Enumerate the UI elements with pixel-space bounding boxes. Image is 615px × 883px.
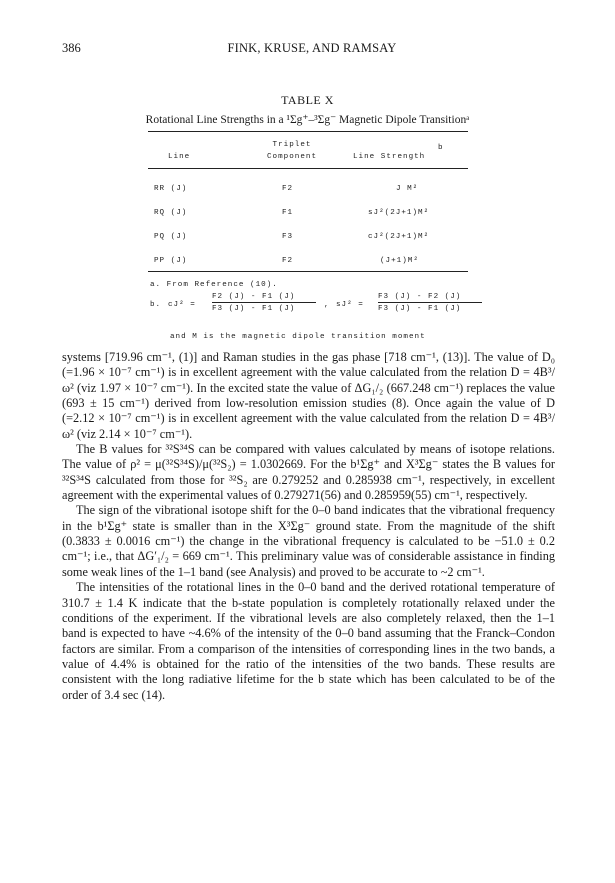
table-cell-component: F3 — [282, 233, 294, 241]
table-cell-line: RQ (J) — [154, 209, 188, 217]
paragraph: The sign of the vibrational isotope shift for the 0–0 band indicates that the vibrational frequency in the b¹Σg⁺ state is smaller than in the X³Σg⁻ ground state. From the magnitude of the shift (0.3833 ± 0.0016 cm⁻¹) the change in the vibrational frequency is calculated to be −51.0 ± 0.2 cm⁻¹; i.e., that ΔG′₁/₂ = 669 cm⁻¹. This preliminary value was of considerable assistance in finding some weak lines of the 1–1 band (see Analysis) and proved to be accurate to ~2 cm⁻¹. — [62, 503, 555, 579]
table-bottom-rule — [148, 271, 468, 272]
running-head: FINK, KRUSE, AND RAMSAY — [227, 41, 397, 55]
table-top-rule — [148, 131, 468, 132]
footnote-s-symbol: sJ² = — [336, 301, 364, 309]
table-cell-line: PQ (J) — [154, 233, 188, 241]
table-cell-strength: (J+1)M² — [380, 257, 419, 265]
footnote-s-fraction — [378, 293, 482, 313]
table-cell-component: F2 — [282, 185, 294, 193]
page-header — [62, 41, 562, 57]
footnote-moment-note: and M is the magnetic dipole transition moment — [170, 333, 426, 341]
table-cell-line: PP (J) — [154, 257, 188, 265]
footnote-s-numerator: F3 (J) - F2 (J) — [378, 293, 462, 301]
paragraph: The B values for ³²S³⁴S can be compared with values calculated by means of isotope relations. The value of ρ² = μ(³²S³⁴S)/μ(³²S₂) = 1.0302669. For the b¹Σg⁺ and X³Σg⁻ states the B values for ³²S³⁴S calculated from those for ³²S₂ are 0.279252 and 0.285938 cm⁻¹, respectively, in excellent agreement with the experimental values of 0.279271(56) and 0.285959(55) cm⁻¹, respectively. — [62, 442, 555, 503]
column-header-line: Line — [168, 153, 191, 161]
table-cell-component: F1 — [282, 209, 294, 217]
page-number: 386 — [62, 41, 81, 55]
column-header-strength: Line Strength — [353, 153, 426, 161]
paragraph: The intensities of the rotational lines in the 0–0 band and the derived rotational temperature of 310.7 ± 1.4 K indicate that the b-state population is completely rotationally relaxed under the conditions of the experiment. If the vibrational levels are also completely relaxed, then the 1–1 band is expected to have ~4.6% of the intensity of the 0–0 band assuming that the Franck–Condon factors are similar. From a comparison of the intensities of corresponding lines in the two bands, a value of 4.4% is obtained for the ratio of the intensities of the two bands. These results are consistent with the long radiative lifetime for the b state which has been calculated to be of the order of 3.4 sec (14). — [62, 580, 555, 702]
table-cell-strength: J M² — [396, 185, 419, 193]
fraction-bar — [378, 302, 482, 303]
footnote-c-symbol: cJ² = — [168, 301, 196, 309]
footnote-c-denominator: F3 (J) - F1 (J) — [212, 305, 296, 313]
footnote-c-numerator: F2 (J) - F1 (J) — [212, 293, 296, 301]
column-header-triplet-2: Component — [266, 153, 317, 161]
footnote-b-label: b. — [150, 301, 162, 309]
fraction-bar — [212, 302, 316, 303]
table-cell-component: F2 — [282, 257, 294, 265]
footnote-comma: , — [324, 301, 330, 309]
footnote-s-denominator: F3 (J) - F1 (J) — [378, 305, 462, 313]
table-caption: Rotational Line Strengths in a ¹Σg⁺–³Σg⁻ Magnetic Dipole Transitionᵃ — [145, 114, 470, 126]
column-header-strength-note: b — [438, 144, 444, 152]
column-header-triplet-1: Triplet — [272, 141, 312, 149]
paragraph: systems [719.96 cm⁻¹, (1)] and Raman studies in the gas phase [718 cm⁻¹, (13)]. The value of D₀ (=1.96 × 10⁻⁷ cm⁻¹) is in excellent agreement with the value calculated from the relation D = 4B³/ω² (viz 1.97 × 10⁻⁷ cm⁻¹). In the excited state the value of ΔG₁/₂ (667.248 cm⁻¹) replaces the value (693 ± 15 cm⁻¹) derived from low-resolution emission studies (8). Once again the value of D (=2.12 × 10⁻⁷ cm⁻¹) is in excellent agreement with the value calculated from the relation D = 4B³/ω² (viz 2.14 × 10⁻⁷ cm⁻¹). — [62, 350, 555, 441]
table-cell-line: RR (J) — [154, 185, 188, 193]
footnote-a: a. From Reference (10). — [150, 281, 278, 289]
table-title: TABLE X — [281, 93, 334, 107]
table-header-rule — [148, 168, 468, 169]
table-cell-strength: cJ²(2J+1)M² — [368, 233, 430, 241]
table-cell-strength: sJ²(2J+1)M² — [368, 209, 430, 217]
body-text — [62, 350, 555, 703]
footnote-c-fraction — [212, 293, 316, 313]
